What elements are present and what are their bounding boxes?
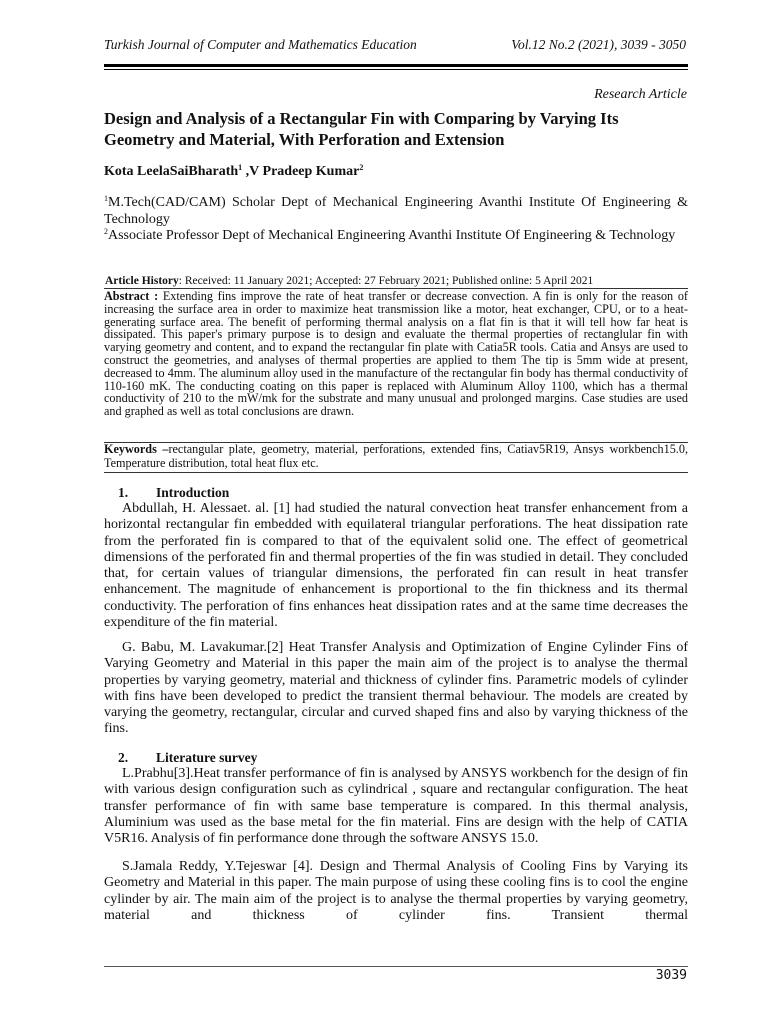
keywords-rule — [104, 472, 688, 473]
page-number: 3039 — [655, 968, 687, 983]
affiliation-2-sup: 2 — [104, 227, 108, 236]
abstract — [104, 290, 688, 418]
section-1-heading — [118, 485, 230, 501]
keywords-label: Keywords – — [104, 442, 169, 456]
journal-name: Turkish Journal of Computer and Mathematics Education — [104, 37, 417, 52]
section-2-title: Literature survey — [156, 750, 258, 765]
paper-title: Design and Analysis of a Rectangular Fin with Comparing by Varying Its Geometry and Material, With Perforation and Extension — [104, 109, 619, 149]
article-history-text: : Received: 11 January 2021; Accepted: 27 February 2021; Published online: 5 April 2021 — [178, 275, 594, 287]
affiliation-2-text: Associate Professor Dept of Mechanical Engineering Avanthi Institute Of Engineering & Technology — [108, 228, 676, 243]
author-1: Kota LeelaSaiBharath — [104, 164, 239, 179]
literature-paragraph-2: S.Jamala Reddy, Y.Tejeswar [4]. Design and Thermal Analysis of Cooling Fins by Varying its Geometry and Material in this paper. The main purpose of using these cooling fins is to cool the engine cylinder by air. The main aim of the project is to analyse the thermal properties by varying geometry, material and thickness of cylinder fins. Transient thermal — [104, 859, 688, 923]
literature-paragraph-1: L.Prabhu[3].Heat transfer performance of fin is analysed by ANSYS workbench for the design of fin with various design configuration such as cylindrical , square and rectangular configuration. The heat transfer performance of fin with same base temperature is compared. In this thermal analysis, Aluminium was used as the base metal for the fin material. Fins are design with the help of CATIA V5R16. Analysis of fin performance done through the software ANSYS 15.0. — [104, 766, 688, 847]
article-type: Research Article — [594, 87, 687, 102]
article-history-label: Article History — [105, 275, 179, 287]
affiliation-1-sup: 1 — [104, 194, 108, 203]
authors — [104, 164, 363, 180]
keywords — [104, 443, 688, 471]
affiliation-1 — [104, 195, 688, 228]
abstract-label: Abstract : — [104, 289, 159, 303]
intro-paragraph-1: Abdullah, H. Alessaet. al. [1] had studied the natural convection heat transfer enhancement from a horizontal rectangular fin embedded with equilateral triangular perforations. The heat dissipation rate from the perforated fin is compared to that of the equivalent solid one. The effect of geometrical dimensions of the perforated fin and thermal properties of the fin was studied in detail. They concluded that, for certain values of triangular dimensions, the perforated fin can result in heat transfer enhancement. The magnitude of enhancement is proportional to the fin thickness and its thermal conductivity. The perforation of fins enhances heat dissipation rates and at the same time decreases the expenditure of the fin material. — [104, 501, 688, 631]
section-2-number: 2. — [118, 750, 129, 765]
author-2-sup: 2 — [359, 163, 364, 172]
author-1-sup: 1 — [238, 163, 243, 172]
section-1-number: 1. — [118, 485, 129, 500]
section-2-heading — [118, 750, 258, 766]
volume-info: Vol.12 No.2 (2021), 3039 - 3050 — [511, 37, 686, 52]
header-rule — [104, 64, 688, 67]
footer-rule — [104, 966, 688, 967]
intro-paragraph-2: G. Babu, M. Lavakumar.[2] Heat Transfer Analysis and Optimization of Engine Cylinder Fins of Varying Geometry and Material in this paper the main aim of the project is to analyse the thermal properties by varying geometry, material and thickness of cylinder fins. Parametric models of cylinder with fins have been developed to predict the transient thermal behaviour. The models are created by varying the geometry, rectangular, circular and curved shaped fins and also by varying thickness of the fins. — [104, 640, 688, 737]
affiliation-1-text: M.Tech(CAD/CAM) Scholar Dept of Mechanical Engineering Avanthi Institute Of Engineering & Technology — [104, 195, 688, 227]
author-2: V Pradeep Kumar — [249, 164, 360, 179]
article-history — [105, 274, 688, 288]
abstract-text: Extending fins improve the rate of heat transfer or decrease convection. A fin is only for the reason of increasing the surface area in order to maximize heat transmission like a motor, heat exchanger, CPU, or to a heat-generating surface area. The benefit of performing thermal analysis on a flat fin is that it will tell how far heat is dissipated. This paper's primary purpose is to design and evaluate the thermal properties of rectanglular fin with varying geometry and content, and to expand the rectangular fin plate with Catia5R tools. Catia and Ansys are used to construct the geometries, and analyses of thermal properties are applied to them The tip is 5mm wide at present, decreased to 4mm. The aluminum alloy used in the manufacture of the rectangular fin body has thermal conductivity of 110-160 mK. The conducting coating on this paper is replaced with Aluminum Alloy 1100, which has a thermal conductivity of 210 to the mW/mk for the substrate and many unusual and prolonged margins. Case studies are used and graphed as well as total conclusions are drawn. — [104, 289, 688, 419]
header-rule-thin — [104, 69, 688, 70]
keywords-text: rectangular plate, geometry, material, perforations, extended fins, Catiav5R19, Ansys workbench15.0, Temperature distribution, total heat flux etc. — [104, 442, 688, 470]
author-separator: , — [242, 164, 250, 179]
section-1-title: Introduction — [156, 485, 230, 500]
affiliation-2 — [104, 228, 688, 245]
